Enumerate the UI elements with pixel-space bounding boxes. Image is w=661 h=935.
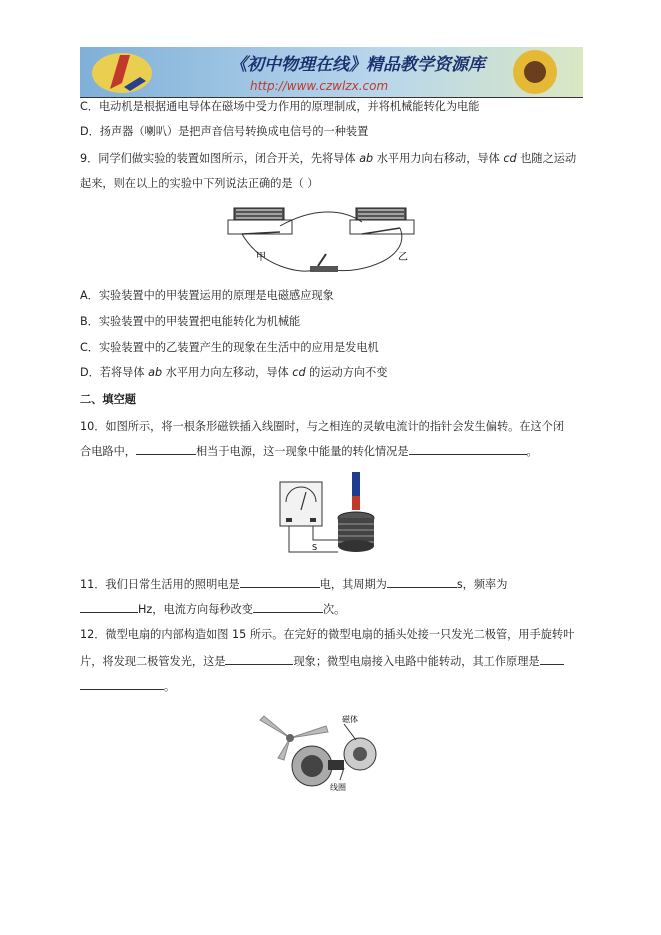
q12-stem-line3 xyxy=(80,678,175,695)
switch-icon xyxy=(310,254,338,272)
q10-blank-1[interactable] xyxy=(136,443,196,455)
q9-text-c: 也随之运动 xyxy=(520,152,577,165)
galvanometer-icon xyxy=(280,482,322,526)
q9-option-b: B．实验装置中的甲装置把电能转化为机械能 xyxy=(80,315,301,328)
q11-text-b: 电，其周期为 xyxy=(319,578,387,591)
q9-text-b: 水平用力向右移动，导体 xyxy=(376,152,500,165)
q12-blank-2b[interactable] xyxy=(80,678,164,690)
q8-option-d: D．扬声器（喇叭）是把声音信号转换成电信号的一种装置 xyxy=(80,125,369,138)
q9d-cd: cd xyxy=(292,366,306,379)
q12-text-b: 现象；微型电扇接入电路中能转动，其工作原理是 xyxy=(293,655,540,668)
q11-blank-2[interactable] xyxy=(387,576,457,588)
coil-icon xyxy=(338,512,374,552)
label-yi: 乙 xyxy=(398,252,408,263)
motor-housing-icon xyxy=(292,738,376,786)
q12-stem-line2 xyxy=(80,653,564,670)
q11-stem-line1 xyxy=(80,576,507,593)
q9-option-a: A．实验装置中的甲装置运用的原理是电磁感应现象 xyxy=(80,289,334,302)
q12-text-c: 。 xyxy=(164,680,176,693)
header-banner xyxy=(80,47,583,97)
q10-stem-line2 xyxy=(80,443,538,460)
q8-option-c: C．电动机是根据通电导体在磁场中受力作用的原理制成，并将机械能转化为电能 xyxy=(80,100,480,113)
q9-option-c: C．实验装置中的乙装置产生的现象在生活中的应用是发电机 xyxy=(80,341,379,354)
q9d-text-b: 水平用力向左移动，导体 xyxy=(165,366,289,379)
q9d-ab: ab xyxy=(148,366,163,379)
q10-blank-2[interactable] xyxy=(409,443,527,455)
q9-figure xyxy=(222,198,444,280)
q12-blank-2a[interactable] xyxy=(540,653,564,665)
banner-title: 《初中物理在线》精品教学资源库 xyxy=(230,55,485,75)
q12-figure xyxy=(256,710,386,796)
q12-blank-1[interactable] xyxy=(225,653,293,665)
label-s: S xyxy=(312,543,318,552)
q9-ab: ab xyxy=(359,152,374,165)
sunflower-icon xyxy=(513,50,557,94)
label-jia: 甲 xyxy=(256,252,266,263)
banner-graphic xyxy=(80,47,583,97)
q12-text-a: 片，将发现二极管发光，这是 xyxy=(80,655,226,668)
q9-stem-line2: 起来，则在以上的实验中下列说法正确的是（ ） xyxy=(80,177,319,190)
bar-magnet-icon xyxy=(352,472,360,510)
section-title-fill-in: 二、填空题 xyxy=(80,393,136,406)
q9-text-a: 9．同学们做实验的装置如图所示，闭合开关，先将导体 xyxy=(80,152,356,165)
q10-stem-line1: 10．如图所示，将一根条形磁铁插入线圈时，与之相连的灵敏电流计的指针会发生偏转。在这个闭 xyxy=(80,420,565,433)
q9-stem-line1 xyxy=(80,151,576,167)
magnet-apparatus-jia xyxy=(228,208,292,234)
banner-url: http://www.czwlzx.com xyxy=(250,79,389,93)
logo-icon xyxy=(92,53,152,93)
label-magnet: 磁体 xyxy=(342,715,358,724)
q9d-text-a: D．若将导体 xyxy=(80,366,145,379)
q11-blank-3[interactable] xyxy=(80,601,138,613)
q11-text-e: 次。 xyxy=(322,603,346,616)
label-coil: 线圈 xyxy=(330,783,346,792)
q10-text-b: 相当于电源，这一现象中能量的转化情况是 xyxy=(195,445,409,458)
q11-text-d: Hz，电流方向每秒改变 xyxy=(138,603,253,616)
q11-text-c: s，频率为 xyxy=(456,578,508,591)
q11-blank-1[interactable] xyxy=(240,576,320,588)
q12-stem-line1: 12．微型电扇的内部构造如图 15 所示。在完好的微型电扇的插头处接一只发光二极管，用手旋转叶 xyxy=(80,628,575,641)
q9d-text-c: 的运动方向不变 xyxy=(309,366,388,379)
q10-text-a: 合电路中， xyxy=(80,445,136,458)
q9-option-d xyxy=(80,365,387,381)
q11-stem-line2 xyxy=(80,601,345,618)
q11-blank-4[interactable] xyxy=(253,601,323,613)
q9-cd: cd xyxy=(503,152,517,165)
q10-figure xyxy=(276,470,394,560)
q11-text-a: 11．我们日常生活用的照明电是 xyxy=(80,578,240,591)
q10-text-c: 。 xyxy=(526,445,538,458)
header-rule xyxy=(80,97,583,98)
